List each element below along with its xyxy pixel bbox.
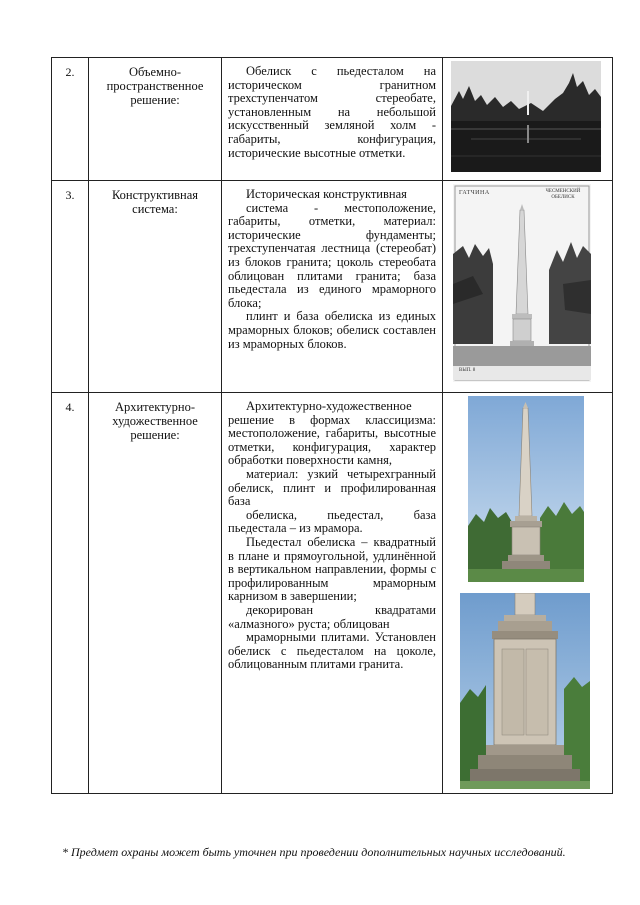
pedestal-closeup-photo [460, 593, 590, 789]
postcard-caption-right: ЧЕСМЕНСКИЙ ОБЕЛИСК [545, 189, 581, 200]
row-title: Архитектурно-художественное решение: [89, 393, 222, 794]
description-paragraph: система - местоположение, габариты, отметки, материал: исторические фундаменты; трехступенчатая лестница (стереобат) из блоков гранита; цоколь стереобата облицован плитами гранита; база пьедестала из единого мраморного блока; [228, 200, 436, 310]
table-row [52, 393, 613, 794]
table-row [52, 181, 613, 393]
obelisk-full-color-photo [468, 396, 584, 582]
row-number: 2. [52, 58, 89, 181]
lake-obelisk-photo [451, 61, 601, 172]
protection-table [51, 57, 613, 794]
description-paragraph: плинт и база обелиска из единых мраморных блоков; обелиск составлен из мраморных блоков. [228, 309, 436, 351]
row-number: 3. [52, 181, 89, 393]
description-paragraph: обелиска, пьедестал, база пьедестала – из мрамора. [228, 507, 436, 536]
description-paragraph: декорирован квадратами «алмазного» руста; облицован [228, 602, 436, 631]
photo-cell [443, 58, 613, 181]
row-number: 4. [52, 393, 89, 794]
description-paragraph: Пьедестал обелиска – квадратный в плане и прямоугольной, удлинённой в вертикальном направлении, формы с профилированным мраморным карнизом в завершении; [228, 534, 436, 604]
postcard-caption-left: ГАТЧИНА [459, 190, 490, 196]
description-paragraph: Архитектурно-художественное решение в формах классицизма: местоположение, габариты, высотные отметки, конфигурация, характер обработки поверхности камня, [228, 399, 436, 468]
table-row [52, 58, 613, 181]
postcard-obelisk-photo [453, 184, 591, 382]
description-paragraph: мраморными плитами. Установлен обелиск с пьедесталом на цоколе, облицованным плитами гранита. [228, 630, 436, 672]
description-paragraph: Историческая конструктивная [246, 187, 407, 201]
description-paragraph: материал: узкий четырехгранный обелиск, плинт и профилированная база [228, 466, 436, 509]
row-description [222, 181, 443, 393]
description-paragraph: Обелиск с пьедесталом на историческом гранитном трехступенчатом стереобате, установленным на небольшой искусственный земляной холм - габариты, конфигурация, исторические высотные отметки. [228, 64, 436, 160]
row-description [222, 58, 443, 181]
photo-cell [443, 393, 613, 794]
postcard-footer: ВЫП. 8 [459, 368, 476, 373]
row-title: Конструктивная система: [89, 181, 222, 393]
photo-cell [443, 181, 613, 393]
footnote: * Предмет охраны может быть уточнен при проведении дополнительных научных исследований. [62, 845, 566, 859]
row-title: Объемно-пространственное решение: [89, 58, 222, 181]
row-description [222, 393, 443, 794]
